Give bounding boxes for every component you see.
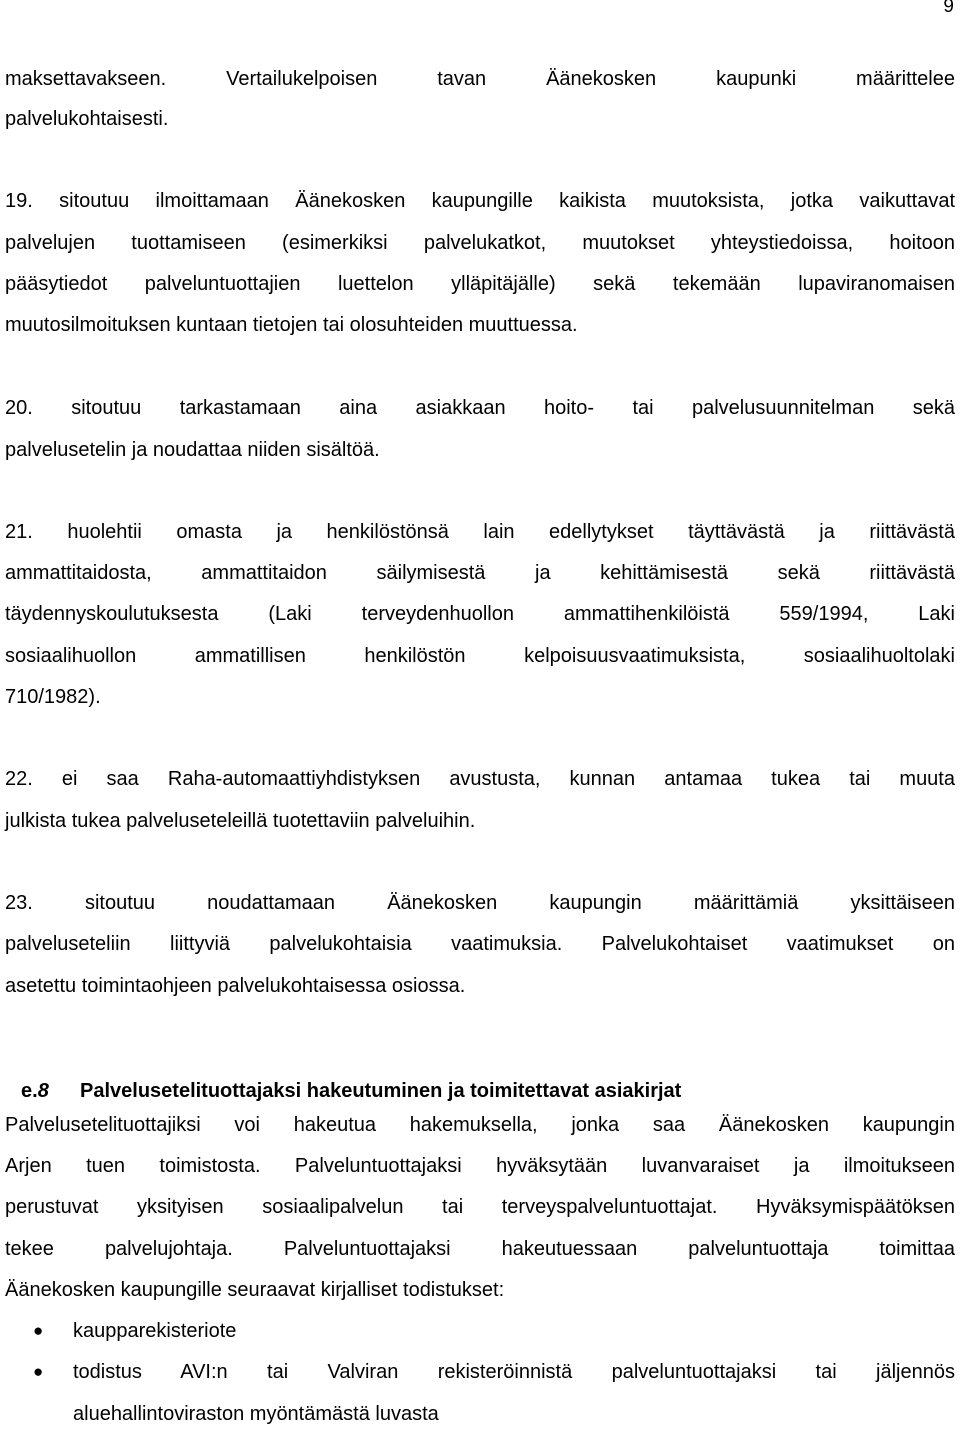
item-21-line: ammattitaidosta, ammattitaidon säilymisestä ja kehittämisestä sekä riittävästä <box>5 562 955 584</box>
item-20-line: palvelusetelin ja noudattaa niiden sisältöä. <box>5 439 380 461</box>
section-body-line: Äänekosken kaupungille seuraavat kirjalliset todistukset: <box>5 1279 505 1301</box>
bullet-item-line: aluehallintoviraston myöntämästä luvasta <box>73 1403 439 1425</box>
item-19-line: palvelujen tuottamiseen (esimerkiksi palvelukatkot, muutokset yhteystiedoissa, hoitoon <box>5 232 955 254</box>
item-19-line: 19. sitoutuu ilmoittamaan Äänekosken kaupungille kaikista muutoksista, jotka vaikuttavat <box>5 190 955 212</box>
section-heading <box>5 1077 681 1105</box>
bullet-icon: ● <box>33 1362 44 1381</box>
item-21-line: täydennyskoulutuksesta (Laki terveydenhuollon ammattihenkilöistä 559/1994, Laki <box>5 603 955 625</box>
item-22-line: julkista tukea palveluseteleillä tuotettaviin palveluihin. <box>5 810 476 832</box>
bullet-item-line: kaupparekisteriote <box>73 1320 237 1342</box>
item-21-line: 710/1982). <box>5 686 101 708</box>
intro-line: maksettavakseen. Vertailukelpoisen tavan Äänekosken kaupunki määrittelee <box>5 68 955 90</box>
bullet-icon: ● <box>33 1321 44 1340</box>
section-body-line: Arjen tuen toimistosta. Palveluntuottajaksi hyväksytään luvanvaraiset ja ilmoitukseen <box>5 1155 955 1177</box>
page-number: 9 <box>943 0 954 17</box>
item-20-line: 20. sitoutuu tarkastamaan aina asiakkaan hoito- tai palvelusuunnitelman sekä <box>5 397 955 419</box>
section-number: e.8 <box>21 1080 49 1102</box>
item-21-line: sosiaalihuollon ammatillisen henkilöstön kelpoisuusvaatimuksista, sosiaalihuoltolaki <box>5 645 955 667</box>
item-19-line: pääsytiedot palveluntuottajien luettelon ylläpitäjälle) sekä tekemään lupaviranomaisen <box>5 273 955 295</box>
section-body-line: Palvelusetelituottajiksi voi hakeutua hakemuksella, jonka saa Äänekosken kaupungin <box>5 1114 955 1136</box>
item-23-line: 23. sitoutuu noudattamaan Äänekosken kaupungin määrittämiä yksittäiseen <box>5 892 955 914</box>
section-title: Palvelusetelituottajaksi hakeutuminen ja toimitettavat asiakirjat <box>80 1080 682 1102</box>
bullet-item-line: todistus AVI:n tai Valviran rekisteröinnistä palveluntuottajaksi tai jäljennös <box>73 1361 955 1383</box>
item-23-line: palveluseteliin liittyviä palvelukohtaisia vaatimuksia. Palvelukohtaiset vaatimukset on <box>5 933 955 955</box>
section-body-line: perustuvat yksityisen sosiaalipalvelun tai terveyspalveluntuottajat. Hyväksymispäätöksen <box>5 1196 955 1218</box>
item-21-line: 21. huolehtii omasta ja henkilöstönsä lain edellytykset täyttävästä ja riittävästä <box>5 521 955 543</box>
item-22-line: 22. ei saa Raha-automaattiyhdistyksen avustusta, kunnan antamaa tukea tai muuta <box>5 768 955 790</box>
section-body-line: tekee palvelujohtaja. Palveluntuottajaksi hakeutuessaan palveluntuottaja toimittaa <box>5 1238 955 1260</box>
item-23-line: asetettu toimintaohjeen palvelukohtaisessa osiossa. <box>5 975 466 997</box>
intro-line: palvelukohtaisesti. <box>5 108 169 130</box>
item-19-line: muutosilmoituksen kuntaan tietojen tai olosuhteiden muuttuessa. <box>5 314 578 336</box>
